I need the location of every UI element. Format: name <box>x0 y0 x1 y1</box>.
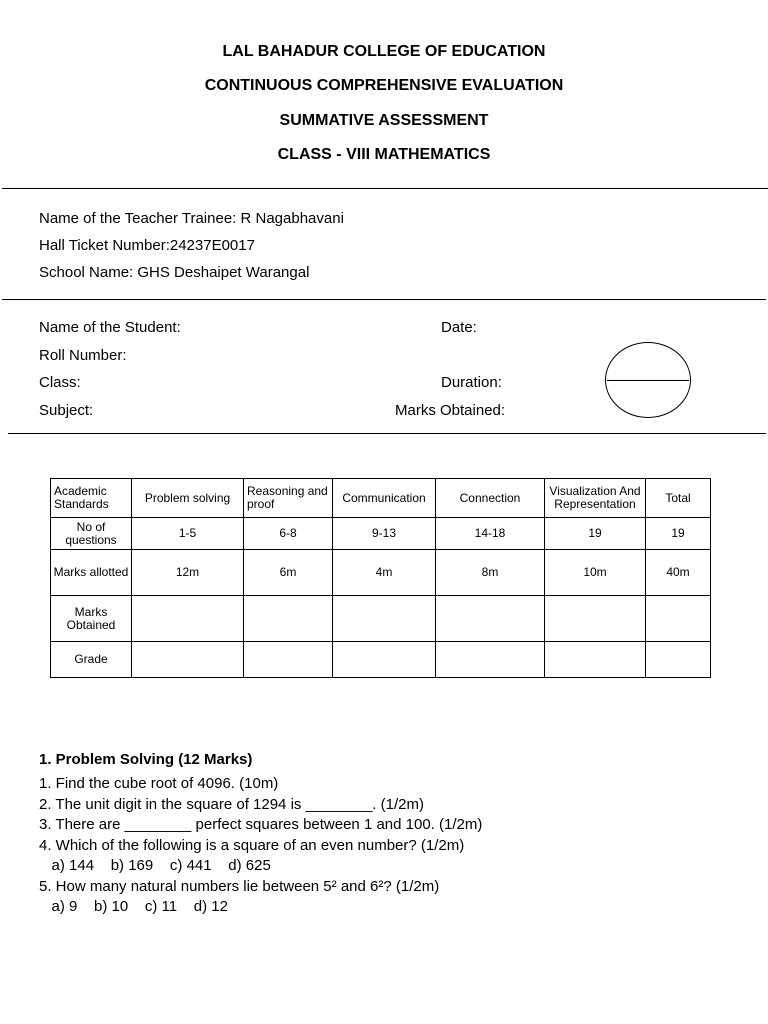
table-cell: 4m <box>333 550 436 596</box>
table-cell <box>545 642 646 678</box>
duration-label: Duration: <box>441 374 502 391</box>
table-row <box>51 596 711 642</box>
table-cell <box>646 596 711 642</box>
table-cell: 19 <box>646 518 711 550</box>
question-item: 5. How many natural numbers lie between 5² and 6²? (1/2m) <box>39 878 440 895</box>
table-row <box>51 518 711 550</box>
table-cell: 19 <box>545 518 646 550</box>
question-item: 1. Find the cube root of 4096. (10m) <box>39 775 279 792</box>
table-cell: 14-18 <box>436 518 545 550</box>
header-cell: Communication <box>333 479 436 518</box>
question-item: 2. The unit digit in the square of 1294 is ________. (1/2m) <box>39 796 424 813</box>
table-row <box>51 642 711 678</box>
question-item: 3. There are ________ perfect squares between 1 and 100. (1/2m) <box>39 816 483 833</box>
subject-label: Subject: <box>39 402 94 419</box>
table-cell: 6-8 <box>244 518 333 550</box>
student-divider <box>8 433 766 434</box>
table-cell <box>545 596 646 642</box>
table-cell: 9-13 <box>333 518 436 550</box>
row-label: Marks Obtained <box>51 596 132 642</box>
table-header-row <box>51 479 711 518</box>
table-cell <box>244 642 333 678</box>
class-label: Class: <box>39 374 81 391</box>
header-cell: Academic Standards <box>51 479 132 518</box>
table-cell <box>436 596 545 642</box>
header-cell: Reasoning and proof <box>244 479 333 518</box>
table-cell: 8m <box>436 550 545 596</box>
class-subject-title: CLASS - VIII MATHEMATICS <box>277 146 491 163</box>
table-cell <box>333 642 436 678</box>
table-cell <box>333 596 436 642</box>
marks-table <box>50 478 711 678</box>
table-cell: 12m <box>132 550 244 596</box>
section-title: 1. Problem Solving (12 Marks) <box>39 751 253 768</box>
assessment-title: SUMMATIVE ASSESSMENT <box>279 112 489 129</box>
table-row <box>51 550 711 596</box>
student-name-label: Name of the Student: <box>39 319 181 336</box>
table-cell: 40m <box>646 550 711 596</box>
answer-options: a) 9 b) 10 c) 11 d) 12 <box>39 898 228 915</box>
header-cell: Total <box>646 479 711 518</box>
table-cell <box>132 642 244 678</box>
table-cell: 10m <box>545 550 646 596</box>
row-label: Marks allotted <box>51 550 132 596</box>
marks-circle-divider <box>607 380 689 381</box>
table-cell <box>244 596 333 642</box>
trainee-divider <box>2 299 766 300</box>
header-divider <box>2 188 768 189</box>
table-cell: 6m <box>244 550 333 596</box>
roll-number-label: Roll Number: <box>39 347 127 364</box>
table-cell <box>436 642 545 678</box>
evaluation-title: CONTINUOUS COMPREHENSIVE EVALUATION <box>204 77 564 94</box>
college-name: LAL BAHADUR COLLEGE OF EDUCATION <box>222 43 546 60</box>
answer-options: a) 144 b) 169 c) 441 d) 625 <box>39 857 271 874</box>
school-name: School Name: GHS Deshaipet Warangal <box>39 264 310 281</box>
hall-ticket-number: Hall Ticket Number:24237E0017 <box>39 237 255 254</box>
marks-circle <box>605 342 691 418</box>
header-cell: Visualization And Representation <box>545 479 646 518</box>
table-cell: 1-5 <box>132 518 244 550</box>
row-label: Grade <box>51 642 132 678</box>
row-label: No of questions <box>51 518 132 550</box>
header-cell: Problem solving <box>132 479 244 518</box>
trainee-name: Name of the Teacher Trainee: R Nagabhavani <box>39 210 344 227</box>
header-cell: Connection <box>436 479 545 518</box>
table-cell <box>132 596 244 642</box>
table-cell <box>646 642 711 678</box>
marks-obtained-label: Marks Obtained: <box>395 402 506 419</box>
question-item: 4. Which of the following is a square of an even number? (1/2m) <box>39 837 465 854</box>
date-label: Date: <box>441 319 477 336</box>
